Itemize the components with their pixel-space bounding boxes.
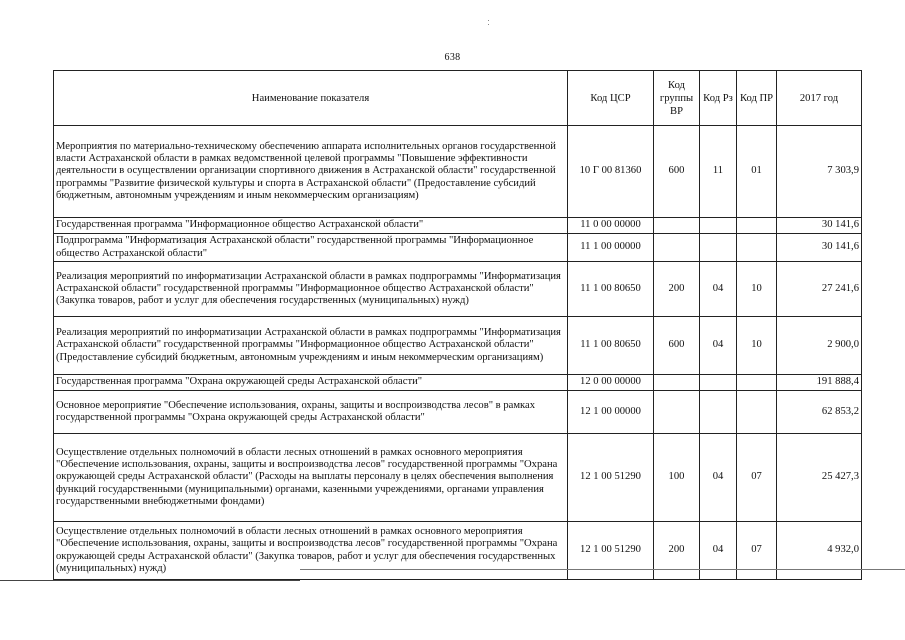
header-name: Наименование показателя (54, 71, 568, 126)
table-row (54, 126, 862, 218)
row-amount: 7 303,9 (777, 126, 862, 218)
row-csr: 11 1 00 80650 (568, 317, 654, 375)
row-csr: 11 1 00 80650 (568, 262, 654, 317)
row-pr: 01 (737, 126, 777, 218)
scan-edge-line (0, 580, 300, 581)
row-name: Реализация мероприятий по информатизации Астраханской области в рамках подпрограммы "Информатизация Астраханской области" государственной программы "Информационное общество Астраханской области" (Закупка товаров, работ и услуг для обеспечения государственных (муниципальных) нужд) (54, 262, 568, 317)
scan-dust-mark (488, 20, 489, 21)
row-pr (737, 218, 777, 234)
row-rz (700, 375, 737, 391)
row-rz (700, 234, 737, 262)
table-row (54, 317, 862, 375)
table-row (54, 234, 862, 262)
row-vr: 100 (654, 434, 700, 522)
row-name: Подпрограмма "Информатизация Астраханской области" государственной программы "Информационное общество Астраханской области" (54, 234, 568, 262)
row-name: Государственная программа "Информационное общество Астраханской области" (54, 218, 568, 234)
row-csr: 11 0 00 00000 (568, 218, 654, 234)
row-rz (700, 218, 737, 234)
row-name: Осуществление отдельных полномочий в области лесных отношений в рамках основного мероприятия "Обеспечение использования, охраны, защиты и воспроизводства лесов" государственной программы "Охрана окружающей среды Астраханской области" (Расходы на выплаты персоналу в целях обеспечения выполнения функций государственными (муниципальными) органами, казенными учреждениями, органами управления государственными внебюджетными фондами) (54, 434, 568, 522)
row-name: Государственная программа "Охрана окружающей среды Астраханской области" (54, 375, 568, 391)
row-name: Осуществление отдельных полномочий в области лесных отношений в рамках основного мероприятия "Обеспечение использования, охраны, защиты и воспроизводства лесов" государственной программы "Охрана окружающей среды Астраханской области" (Закупка товаров, работ и услуг для обеспечения государственных (муниципальных) нужд) (54, 522, 568, 580)
row-rz: 11 (700, 126, 737, 218)
row-vr: 600 (654, 317, 700, 375)
page-number: 638 (444, 52, 461, 63)
table-row (54, 522, 862, 580)
table-row (54, 375, 862, 391)
scan-edge-line (300, 569, 905, 570)
row-vr (654, 391, 700, 434)
table-row (54, 262, 862, 317)
row-amount: 25 427,3 (777, 434, 862, 522)
row-pr: 10 (737, 262, 777, 317)
row-vr (654, 234, 700, 262)
row-name: Реализация мероприятий по информатизации Астраханской области в рамках подпрограммы "Информатизация Астраханской области" государственной программы "Информационное общество Астраханской области" (Предоставление субсидий бюджетным, автономным учреждениям и иным некоммерческим организациям) (54, 317, 568, 375)
row-pr (737, 391, 777, 434)
row-csr: 12 0 00 00000 (568, 375, 654, 391)
header-csr: Код ЦСР (568, 71, 654, 126)
row-rz (700, 391, 737, 434)
row-vr (654, 375, 700, 391)
row-vr: 200 (654, 522, 700, 580)
row-csr: 12 1 00 00000 (568, 391, 654, 434)
row-rz: 04 (700, 434, 737, 522)
header-year: 2017 год (777, 71, 862, 126)
row-amount: 191 888,4 (777, 375, 862, 391)
table-row (54, 391, 862, 434)
table-row (54, 218, 862, 234)
row-amount: 30 141,6 (777, 218, 862, 234)
row-csr: 10 Г 00 81360 (568, 126, 654, 218)
row-name: Основное мероприятие "Обеспечение использования, охраны, защиты и воспроизводства лесов" в рамках государственной программы "Охрана окружающей среды Астраханской области" (54, 391, 568, 434)
row-csr: 12 1 00 51290 (568, 522, 654, 580)
scan-dust-mark (488, 24, 489, 25)
row-amount: 2 900,0 (777, 317, 862, 375)
row-rz: 04 (700, 522, 737, 580)
row-csr: 12 1 00 51290 (568, 434, 654, 522)
row-pr: 10 (737, 317, 777, 375)
row-name: Мероприятия по материально-техническому обеспечению аппарата исполнительных органов государственной власти Астраханской области в рамках ведомственной целевой программы "Повышение эффективности деятельности в осуществлении организации спортивного движения в Астраханской области" государственной программы "Развитие физической культуры и спорта в Астраханской области" (Предоставление субсидий бюджетным, автономным учреждениям и иным некоммерческим организациям) (54, 126, 568, 218)
header-pr: Код ПР (737, 71, 777, 126)
row-csr: 11 1 00 00000 (568, 234, 654, 262)
row-rz: 04 (700, 262, 737, 317)
header-row (54, 71, 862, 126)
row-amount: 30 141,6 (777, 234, 862, 262)
row-vr: 600 (654, 126, 700, 218)
row-amount: 27 241,6 (777, 262, 862, 317)
table-row (54, 434, 862, 522)
header-rz: Код Рз (700, 71, 737, 126)
row-pr: 07 (737, 434, 777, 522)
row-vr (654, 218, 700, 234)
row-amount: 4 932,0 (777, 522, 862, 580)
row-pr (737, 234, 777, 262)
header-vr: Код группы ВР (654, 71, 700, 126)
budget-table (53, 70, 862, 580)
row-rz: 04 (700, 317, 737, 375)
row-pr (737, 375, 777, 391)
row-pr: 07 (737, 522, 777, 580)
row-vr: 200 (654, 262, 700, 317)
row-amount: 62 853,2 (777, 391, 862, 434)
